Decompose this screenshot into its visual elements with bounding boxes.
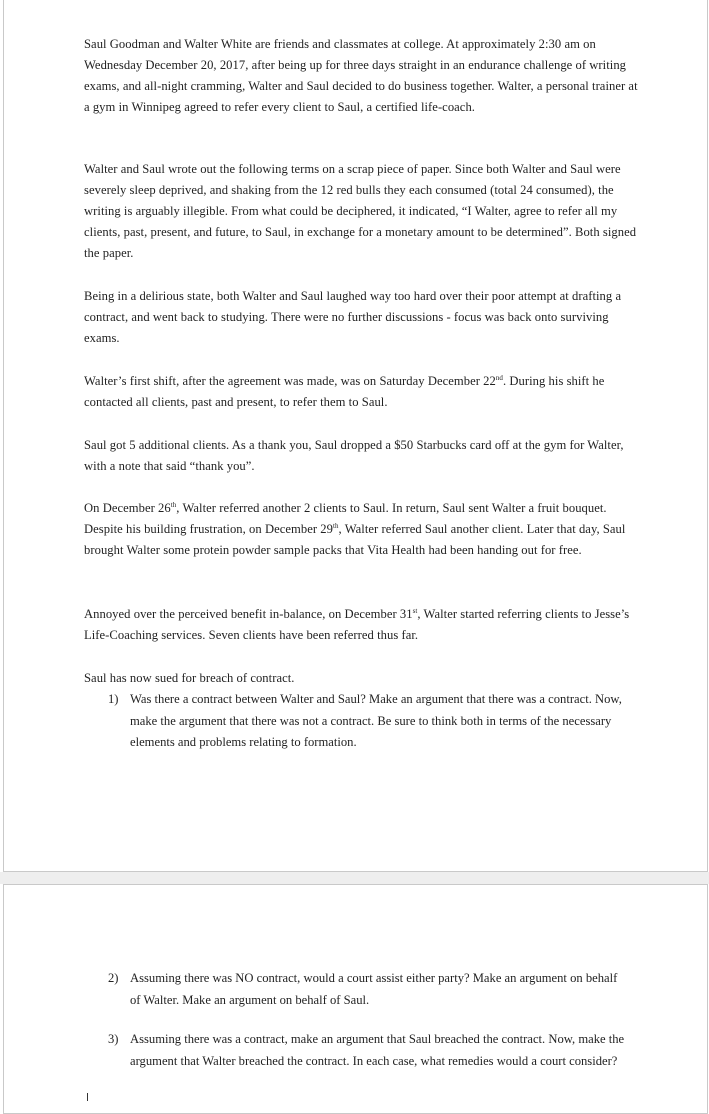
question-text: Was there a contract between Walter and Saul? Make an argument that there was a contract. Now, make the argument that there was not a contract. Be sure to think both in terms of the necessary elements and problems relating to formation. (130, 692, 622, 749)
paragraph-referrals (84, 498, 639, 561)
paragraph-clients: Saul got 5 additional clients. As a thank you, Saul dropped a $50 Starbucks card off at the gym for Walter, with a note that said “thank you”. (84, 438, 624, 473)
superscript: st (412, 607, 418, 615)
text-run: Annoyed over the perceived benefit in-balance, on December 31 (84, 607, 413, 621)
paragraph-sued: Saul has now sued for breach of contract. (84, 671, 295, 685)
superscript: th (170, 501, 177, 509)
paragraph-annoyed (84, 604, 639, 646)
text-run: , Walter referred Saul another client. Later that day, Saul brought Walter some protein powder sample packs that Vita Health had been handing out for free. (84, 522, 626, 557)
superscript: nd (495, 374, 503, 382)
question-number: 3) (108, 1032, 119, 1046)
page-gap (0, 872, 709, 884)
paragraph-intro: Saul Goodman and Walter White are friends and classmates at college. At approximately 2:30 am on Wednesday December 20, 2017, after being up for three days straight in an endurance challenge of writing exams, and all-night cramming, Walter and Saul decided to do business together. Walter, a personal trainer at a gym in Winnipeg agreed to refer every client to Saul, a certified life-coach. (84, 37, 638, 114)
paragraph-terms: Walter and Saul wrote out the following terms on a scrap piece of paper. Since both Walter and Saul were severely sleep deprived, and shaking from the 12 red bulls they each consumed (total 24 consumed), the writing is arguably illegible. From what could be deciphered, it indicated, “I Walter, agree to refer all my clients, past, present, and future, to Saul, in exchange for a monetary amount to be determined”. Both signed the paper. (84, 162, 637, 260)
superscript: th (332, 522, 339, 530)
text-run: On December 26 (84, 501, 171, 515)
question-text: Assuming there was a contract, make an argument that Saul breached the contract. Now, make the argument that Walter breached the contract. In each case, what remedies would a court consider? (130, 1032, 625, 1068)
paragraph-delirious: Being in a delirious state, both Walter and Saul laughed way too hard over their poor attempt at drafting a contract, and went back to studying. There were no further discussions - focus was back onto surviving exams. (84, 289, 622, 345)
text-run: Walter’s first shift, after the agreement was made, was on Saturday December 22 (84, 374, 496, 388)
paragraph-first-shift (84, 371, 639, 413)
question-2 (108, 968, 638, 1012)
question-3 (108, 1029, 638, 1095)
question-number: 2) (108, 971, 119, 985)
question-text: Assuming there was NO contract, would a court assist either party? Make an argument on behalf of Walter. Make an argument on behalf of Saul. (130, 971, 618, 1007)
question-1 (108, 689, 638, 755)
text-run: , Walter referred another 2 clients to Saul. In return, Saul sent Walter a fruit bouquet. Despite his building frustration, on December 29 (84, 501, 607, 536)
text-run: . During his shift he contacted all clients, past and present, to refer them to Saul. (84, 374, 605, 409)
text-cursor (87, 1093, 88, 1101)
text-run: , Walter started referring clients to Jesse’s Life-Coaching services. Seven clients have been referred thus far. (84, 607, 630, 642)
question-number: 1) (108, 692, 119, 706)
